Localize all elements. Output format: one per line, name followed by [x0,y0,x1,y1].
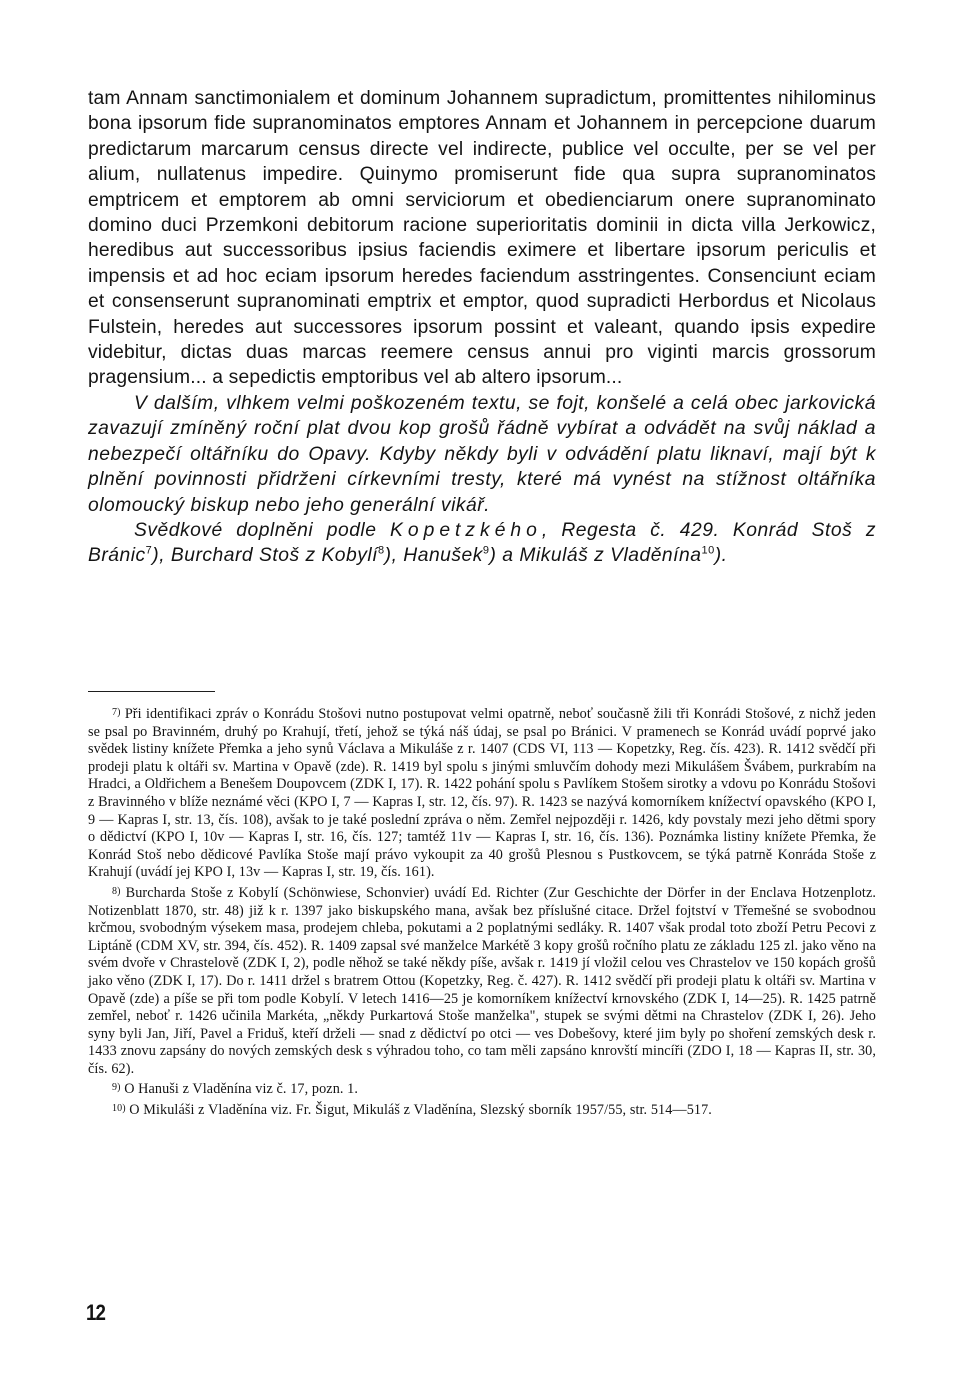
footnote-number: 7) [112,707,121,718]
footnote-number: 10) [112,1103,126,1115]
footnotes [88,704,876,1120]
footnote-number: 8) [112,885,121,897]
witnesses-part4: ) a Mikuláš z Vladěnína [489,545,702,567]
main-text [88,86,876,569]
footnote-9 [88,1079,876,1099]
footnote-number: 9) [112,1082,121,1094]
footnote-ref-9: 9 [482,544,490,557]
witnesses-end: ). [714,545,728,567]
footnote-10 [88,1100,876,1120]
witnesses-author: Kopetzkého [390,519,542,541]
footnote-ref-8: 8 [378,544,385,557]
latin-paragraph: tam Annam sanctimonialem et dominum Johannem supradictum, promittentes nihilominus bona ipsorum fide supranominatos emptores Annam et Johannem in percepcione duarum predictarum marcarum census directe vel indirecte, publice vel occulte, per se vel per alium, nullatenus impedire. Quinymo promiserunt fide qua supra supranominatos emptricem et emptorem ab omni serviciorum et obedienciarum onere supranominato domino duci Przemkoni debitorum racione superioritatis dominii in dicta villa Jerkowicz, heredibus aut successoribus ipsius faciendis eximere et libertare ipsorum periculis et impensis et ad hoc eciam ipsorum heredes faciendum asstringentes. Consenciunt eciam et consenserunt supranominati emptrix et emptor, quod supradicti Herbordus et Nicolaus Fulstein, heredes aut successores ipsorum possint et valeant, quando ipsis expedire videbitur, dictas duas marcas reemere census annui pro viginti marcis grossorum pragensium... a sepedictis emptoribus vel ab altero ipsorum... [88,88,876,389]
footnote-7 [88,704,876,882]
page-number: 12 [86,1300,106,1325]
czech-summary-paragraph: V dalším, vlhkem velmi poškozeném textu, se fojt, konšelé a celá obec jarkovická zavazují zmíněný roční plat dvou kop grošů řádně vybírat a odvádět na svůj náklad a nebezpečí oltářníku do Opavy. Kdyby někdy byli v odvádění platu liknaví, mají být k plnění povinnosti přidrženi církevními tresty, které má vynést na stížnost oltářníka olomoucký biskup nebo jeho generální vikář. [88,392,876,516]
witnesses-part2: ), Burchard Stoš z Kobylí [152,545,379,567]
footnote-ref-10: 10 [701,544,715,557]
witnesses-paragraph [88,518,876,569]
footnote-8 [88,883,876,1079]
footnote-text: O Mikuláši z Vladěnína viz. Fr. Šigut, Mikuláš z Vladěnína, Slezský sborník 1957/55, str. 514—517. [129,1102,712,1119]
witnesses-prefix: Svědkové doplněni podle [134,519,391,541]
footnote-text: O Hanuši z Vladěnína viz č. 17, pozn. 1. [124,1081,359,1098]
footnote-text: Burcharda Stoše z Kobylí (Schönwiese, Schonvier) uvádí Ed. Richter (Zur Geschichte der Dörfer in der Enclava Hotzenplotz. Notizenblatt 1870, str. 48) již k r. 1397 jako biskupského mana, avšak bez příslušné citace. Držel fojtství v Třemešné se svobodnou krčmou, svobodným výsekem masa, prodejem chleba, pokutami a 2 poplatnými sedláky. R. 1407 však prodal toto zboží Petru Pecovi z Liptáně (CDM XV, str. 394, čís. 452). R. 1409 zapsal své manželce Markétě 3 kopy grošů ročního platu ze základu 125 zl. jako věno na svém dvoře v Chrastelově (ZDK I, 2), podle něhož se také někdy píše, avšak r. 1419 jí vložil celou ves Chrastelov ve 150 kopách grošů jako věno (ZDK I, 17). Do r. 1411 držel s bratrem Ottou (Kopetzky, Reg. č. 427). R. 1412 svědčí při prodeji platu k oltáři sv. Martina v Opavě (zde) a píše se při tom podle Kobylí. V letech 1416—25 je komorníkem knížectví krnovského (ZDK I, 14—25). R. 1425 patrně zemřel, neboť r. 1426 učinila Markéta, „někdy Purkartová Stoše manželka", stupek se svými dětmi na Chrastelov (ZDK I, 26). Jeho syny byli Jan, Jiří, Pavel a Friduš, kteří drželi — snad z dědictví po otci — ves Dobešovy, které jim byly po shoření zemských desk r. 1433 znovu zapsány do nových zemských desk s výhradou toho, co tam měli zapsáno knrovští mincíři (ZDO I, 18 — Kapras II, str. 30, čís. 62). [88,884,876,1077]
witnesses-mid: , Regesta č. 429. Konrád Stoš z Bránic [88,519,876,567]
footnote-divider [88,691,215,692]
footnote-ref-7: 7 [145,544,153,557]
footnote-text: Při identifikaci zpráv o Konrádu Stošovi nutno postupovat velmi opatrně, neboť současně žili tři Konrádi Stošové, z nichž jeden se psal po Bravinném, druhý po Krahují, třetí, jehož se týká náš údaj, se psal po Bránici. V pramenech se Konrád uvádí poprvé jako svědek listiny knížete Přemka a jeho synů Václava a Mikuláše z r. 1407 (CDS VI, 113 — Kopetzky, Reg. čís. 423). R. 1412 svědčí při prodeji platu k oltáři sv. Martina v Opavě (zde). R. 1419 byl spolu s jinými smluvčím dohody mezi Mikulášem Švábem, purkrabím na Hradci, a Oldřichem a Benešem Doupovcem (ZDK I, 17). R. 1422 pohání spolu s Pavlíkem Stošem sirotky a vdovu po Konrádu Stošovi z Bravinného v blíže neznámé věci (KPO I, 7 — Kapras I, str. 12, čís. 97). R. 1423 se nazývá komorníkem knížectví opavského (KPO I, 9 — Kapras I, str. 13, čís. 108), avšak to je také poslední zpráva o něm. Zemřel nejpozději r. 1426, kdy povstaly mezi jeho dětmi spory o dědictví (KPO I, 10v — Kapras I, str. 16, čís. 127; tamtéž 11v — Kapras I, str. 16, čís. 136). Poznámka listiny knížete Přemka, že Konrád Stoš nebo dědicové Pavlíka Stoše mají právo vykoupit za 40 grošů Plesnou s Pustkovcem, se týká patrně Konráda Stoše z Krahují (uvádí jej KPO I, 13v — Kapras I, str. 19, čís. 161). [88,706,876,881]
witnesses-part3: ), Hanušek [384,545,483,567]
